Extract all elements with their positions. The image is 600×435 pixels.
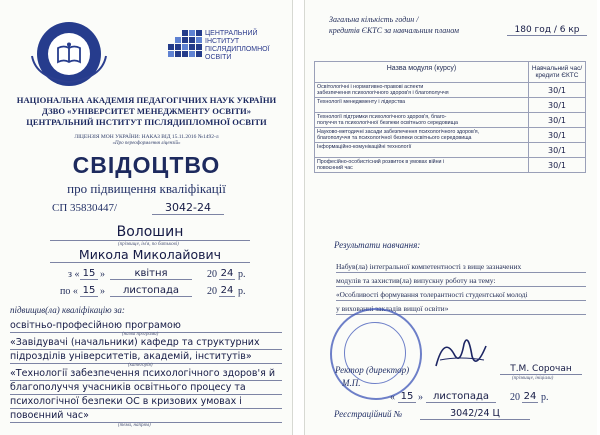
table-row: [315, 83, 586, 98]
holder-given-names: Микола Миколайович: [50, 247, 250, 263]
result-line-3: «Особливості формування толерантності студентської молоді: [336, 290, 586, 301]
module-name: Технології підтримки психологічного здоров'я, благо-: [317, 114, 447, 120]
institute-grid-logo: [168, 30, 204, 64]
module-credits: 30/1: [529, 143, 586, 158]
program-line: «Завідувачі (начальники) кафедр та структурних: [10, 337, 282, 350]
table-row: [315, 143, 586, 158]
institute-name: ЦЕНТРАЛЬНИЙ ІНСТИТУТ ПІСЛЯДИПЛОМНОЇ ОСВІТИ: [26, 117, 267, 127]
holder-surname: Волошин: [50, 224, 250, 241]
module-name-cont: забезпечення психологічного здоров'я і благополуччя: [317, 90, 449, 96]
name-caption: (прізвище, ім'я, по батькові): [118, 242, 179, 247]
from-year-suffix: р.: [238, 269, 246, 280]
program-caption: (назва програми): [122, 332, 159, 337]
program-type: освітньо-професійною програмою: [10, 320, 282, 333]
results-label: Результати навчання:: [334, 240, 421, 250]
module-name: Інформаційно-комунікаційні технології: [317, 144, 412, 150]
module-name: Освітологічні і нормативно-правові аспекти: [317, 84, 424, 90]
category-line: підрозділів університетів, академій, інститутів»: [10, 351, 282, 364]
issue-year: 24: [523, 391, 537, 402]
from-day: 15: [80, 268, 98, 280]
result-line-4: у вихованні закладів вищої освіти»: [336, 304, 586, 315]
license-line: ЛІЦЕНЗІЯ МОН УКРАЇНИ: НАКАЗ ВІД 15.11.2016 №1492-л: [74, 134, 219, 140]
topic-line-2: благополуччя учасників освітнього процесу та: [10, 382, 282, 395]
date-quote-open: «: [390, 392, 395, 403]
to-day: 15: [80, 285, 98, 297]
issue-day: 15: [398, 391, 416, 403]
issuer-block: [0, 95, 293, 128]
modules-table: [314, 61, 586, 173]
to-month: листопада: [110, 285, 192, 297]
rector-caption: (прізвище, ініціали): [512, 376, 554, 381]
issue-year-prefix: 20: [510, 392, 520, 403]
table-row: [315, 158, 586, 173]
university-name: ДЗВО «УНІВЕРСИТЕТ МЕНЕДЖМЕНТУ ОСВІТИ»: [41, 106, 252, 116]
hours-value: 180 год / 6 кр: [507, 25, 587, 36]
module-name: Технології менеджменту і лідерства: [317, 99, 406, 105]
registration-label: Реєстраційний №: [334, 409, 403, 419]
from-year-prefix: 20: [207, 269, 217, 280]
issue-year-suffix: р.: [541, 392, 549, 403]
topic-caption: (тема, напрям): [118, 423, 151, 428]
license-sub: «Про переоформлення ліцензій»: [112, 141, 181, 146]
module-credits: 30/1: [529, 113, 586, 128]
module-credits: 30/1: [529, 83, 586, 98]
registration-number: 3042/24 Ц: [420, 408, 530, 420]
from-month: квітня: [110, 268, 192, 280]
rector-name: Т.М. Сорочан: [500, 364, 582, 375]
credits-column-header: Навчальний час/ кредити ЄКТС: [529, 62, 586, 83]
mp-label: М.П.: [342, 378, 361, 388]
academy-name: НАЦІОНАЛЬНА АКАДЕМІЯ ПЕДАГОГІЧНИХ НАУК УКРАЇНИ: [16, 95, 277, 105]
institute-logo-text: ЦЕНТРАЛЬНИЙ ІНСТИТУТ ПІСЛЯДИПЛОМНОЇ ОСВІТИ: [205, 30, 270, 61]
issue-month: листопада: [426, 391, 496, 403]
signature-icon: [430, 326, 490, 376]
document-subtitle: про підвищення кваліфікації: [67, 181, 226, 196]
certificate-number: 3042-24: [152, 201, 224, 215]
table-row: [315, 128, 586, 143]
topic-line-4: повоєнний час»: [10, 410, 282, 423]
from-label: з «: [68, 269, 80, 280]
module-credits: 30/1: [529, 98, 586, 113]
module-column-header: Назва модуля (курсу): [315, 62, 529, 83]
hours-label-1: Загальна кількість годин /: [329, 15, 419, 24]
table-row: [315, 98, 586, 113]
module-name-cont: повоєнний час: [317, 165, 353, 171]
date-quote-close: »: [418, 392, 423, 403]
quote-close: »: [100, 269, 105, 280]
table-row: [315, 113, 586, 128]
to-year: 24: [220, 285, 234, 296]
qualified-label: підвищив(ла) кваліфікацію за:: [10, 305, 125, 315]
module-name: Науково-методичні засади забезпечення психологічного здоров'я,: [317, 129, 480, 135]
to-label: по «: [60, 286, 78, 297]
module-credits: 30/1: [529, 158, 586, 173]
table-header-row: [315, 62, 586, 83]
rector-label: Ректор (директор): [335, 365, 410, 375]
hours-label-2: кредитів ЄКТС за навчальним планом: [329, 26, 459, 35]
topic-line-3: психологічної безпеки ОС в кризових умовах і: [10, 396, 282, 409]
module-name-cont: благополуччя та психологічної безпеки освітнього середовища: [317, 135, 472, 141]
document-title: СВІДОЦТВО: [72, 152, 221, 178]
laurel-icon: [28, 54, 110, 84]
result-line-1: Набув(ла) інтегральної компетентності з вище зазначених: [336, 262, 586, 273]
category-caption: (категорія): [128, 363, 153, 368]
module-name: Професійно-особистісний розвиток в умовах війни і: [317, 159, 445, 165]
to-year-prefix: 20: [207, 286, 217, 297]
result-line-2: модулів та захистив(ла) випускну роботу на тему:: [336, 276, 586, 287]
to-year-suffix: р.: [238, 286, 246, 297]
from-year: 24: [220, 268, 234, 279]
topic-line-1: «Технології забезпечення психологічного здоров'я й: [10, 368, 282, 381]
module-name-cont: получчя та психологічної безпеки освітнього середовища: [317, 120, 458, 126]
certificate-prefix: СП 35830447/: [52, 202, 118, 214]
quote-close: »: [100, 286, 105, 297]
certificate-front-page: [0, 0, 293, 435]
module-credits: 30/1: [529, 128, 586, 143]
